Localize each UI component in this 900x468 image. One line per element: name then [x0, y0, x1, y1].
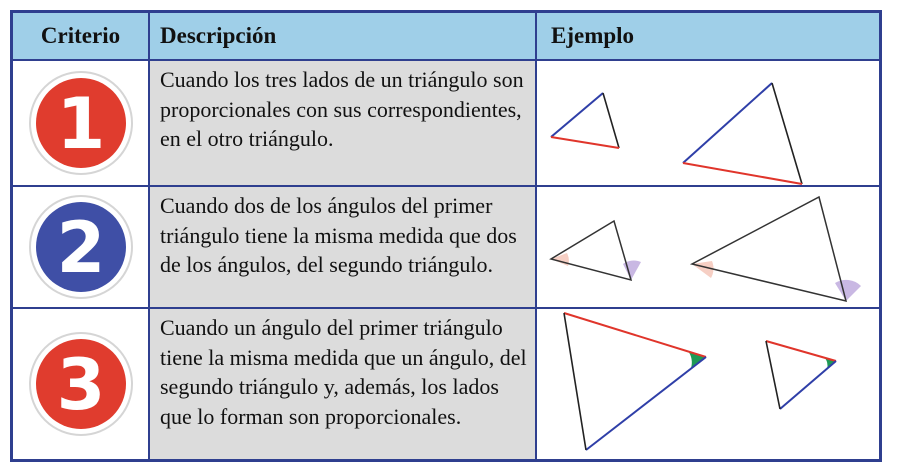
- number-3-badge-icon: [28, 331, 134, 437]
- header-criterio: [13, 13, 148, 59]
- small-triangle: [551, 221, 641, 280]
- large-triangle: [683, 83, 802, 184]
- criterion-1-example: [537, 61, 879, 185]
- header-descripcion-label: Descripción: [160, 23, 277, 48]
- criterion-1-description-text: Cuando los tres lados de un triángulo son proporcionales con sus correspondientes, en el otro triángulo.: [160, 67, 524, 151]
- criterion-2-description: [150, 187, 535, 307]
- criterion-3-example: [537, 309, 879, 459]
- badge-number: 3: [56, 344, 105, 426]
- small-triangle: [551, 93, 619, 148]
- criterion-1-description: [150, 61, 535, 185]
- number-2-badge-icon: [28, 194, 134, 300]
- badge-number: 2: [56, 207, 105, 289]
- large-triangle: [564, 313, 706, 450]
- header-descripcion: [150, 13, 535, 59]
- criterion-3-description-text: Cuando un ángulo del primer triángulo tiene la misma medida que un ángulo, del segundo triángulo y, además, los lados que lo forman son proporcionales.: [160, 315, 527, 429]
- header-criterio-label: Criterio: [40, 23, 121, 48]
- sas-example-diagram: [537, 309, 879, 459]
- criteria-table: [10, 10, 882, 462]
- criterion-2-example: [537, 187, 879, 307]
- small-triangle: [766, 341, 836, 409]
- large-triangle: [692, 197, 861, 301]
- sss-example-diagram: [537, 61, 879, 185]
- badge-number: 1: [56, 83, 105, 165]
- header-ejemplo: [537, 13, 879, 59]
- criterion-2-number-cell: [13, 187, 148, 307]
- number-1-badge-icon: [28, 70, 134, 176]
- aa-example-diagram: [537, 187, 879, 307]
- header-ejemplo-label: Ejemplo: [551, 23, 635, 48]
- criterion-1-number-cell: [13, 61, 148, 185]
- criterion-3-description: [150, 309, 535, 459]
- criterion-2-description-text: Cuando dos de los ángulos del primer triángulo tiene la misma medida que dos de los ángulos, del segundo triángulo.: [160, 193, 517, 277]
- criterion-3-number-cell: [13, 309, 148, 459]
